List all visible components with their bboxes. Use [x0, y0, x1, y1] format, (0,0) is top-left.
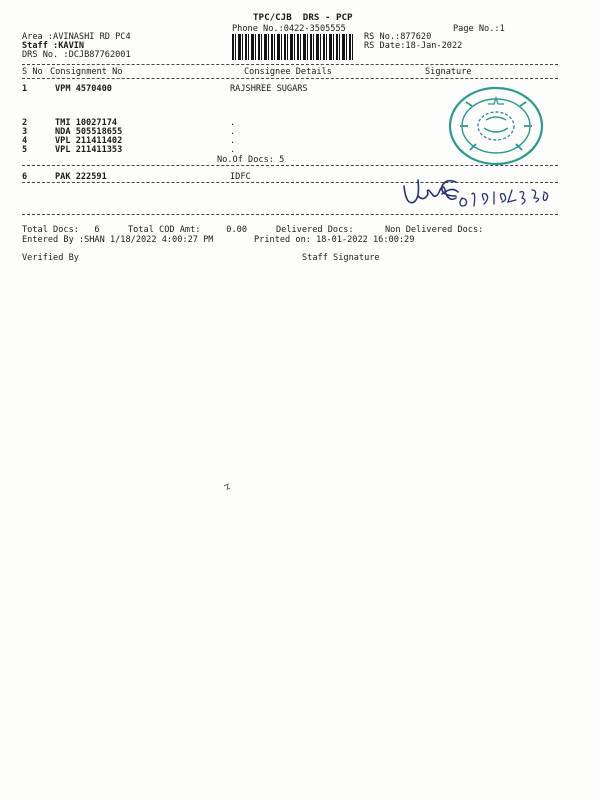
handwritten-signature	[396, 172, 556, 216]
row-sno: 5	[22, 145, 28, 155]
row-consignee: .	[230, 118, 236, 128]
row-consignee: .	[230, 136, 236, 146]
col-sno: S No	[22, 67, 43, 77]
entered-by: Entered By :SHAN 1/18/2022 4:00:27 PM	[22, 235, 214, 245]
row-consignment: VPL 211411402	[55, 136, 123, 146]
row-consignment: PAK 222591	[55, 172, 107, 182]
total-docs: Total Docs: 6	[22, 225, 100, 235]
col-consignment: Consignment No	[50, 67, 123, 77]
page-number: Page No.:1	[453, 24, 505, 34]
delivered-docs: Delivered Docs:	[276, 225, 354, 235]
staff-label: Staff :KAVIN	[22, 41, 85, 51]
document-title: TPC/CJB DRS - PCP	[253, 12, 353, 23]
company-stamp	[446, 84, 546, 168]
verified-by-label: Verified By	[22, 253, 79, 263]
scan-mark	[220, 480, 234, 494]
area-label: Area :AVINASHI RD PC4	[22, 32, 131, 42]
row-sno: 1	[22, 84, 28, 94]
barcode	[232, 34, 354, 60]
col-signature: Signature	[425, 67, 472, 77]
rs-number: RS No.:877620	[364, 32, 432, 42]
row-sno: 4	[22, 136, 28, 146]
row-consignee: RAJSHREE SUGARS	[230, 84, 308, 94]
row-sno: 6	[22, 172, 28, 182]
row-consignee: IDFC	[230, 172, 251, 182]
drs-number: DRS No. :DCJB87762001	[22, 50, 131, 60]
row-consignment: NDA 505518655	[55, 127, 123, 137]
rs-date: RS Date:18-Jan-2022	[364, 41, 463, 51]
row-sno: 2	[22, 118, 28, 128]
row-consignment: VPM 4570400	[55, 84, 112, 94]
row-consignee: .	[230, 145, 236, 155]
col-consignee: Consignee Details	[244, 67, 332, 77]
total-cod-amount: Total COD Amt: 0.00	[128, 225, 247, 235]
printed-on: Printed on: 18-01-2022 16:00:29	[254, 235, 415, 245]
phone-number: Phone No.:0422-3505555	[232, 24, 346, 34]
divider	[22, 214, 558, 215]
row-consignment: VPL 211411353	[55, 145, 123, 155]
row-consignment: TMI 10027174	[55, 118, 118, 128]
divider	[22, 64, 558, 65]
divider	[22, 78, 558, 79]
staff-signature-label: Staff Signature	[302, 253, 380, 263]
row-consignee: .	[230, 127, 236, 137]
non-delivered-docs: Non Delivered Docs:	[385, 225, 484, 235]
no-of-docs: No.Of Docs: 5	[217, 155, 285, 165]
row-sno: 3	[22, 127, 28, 137]
